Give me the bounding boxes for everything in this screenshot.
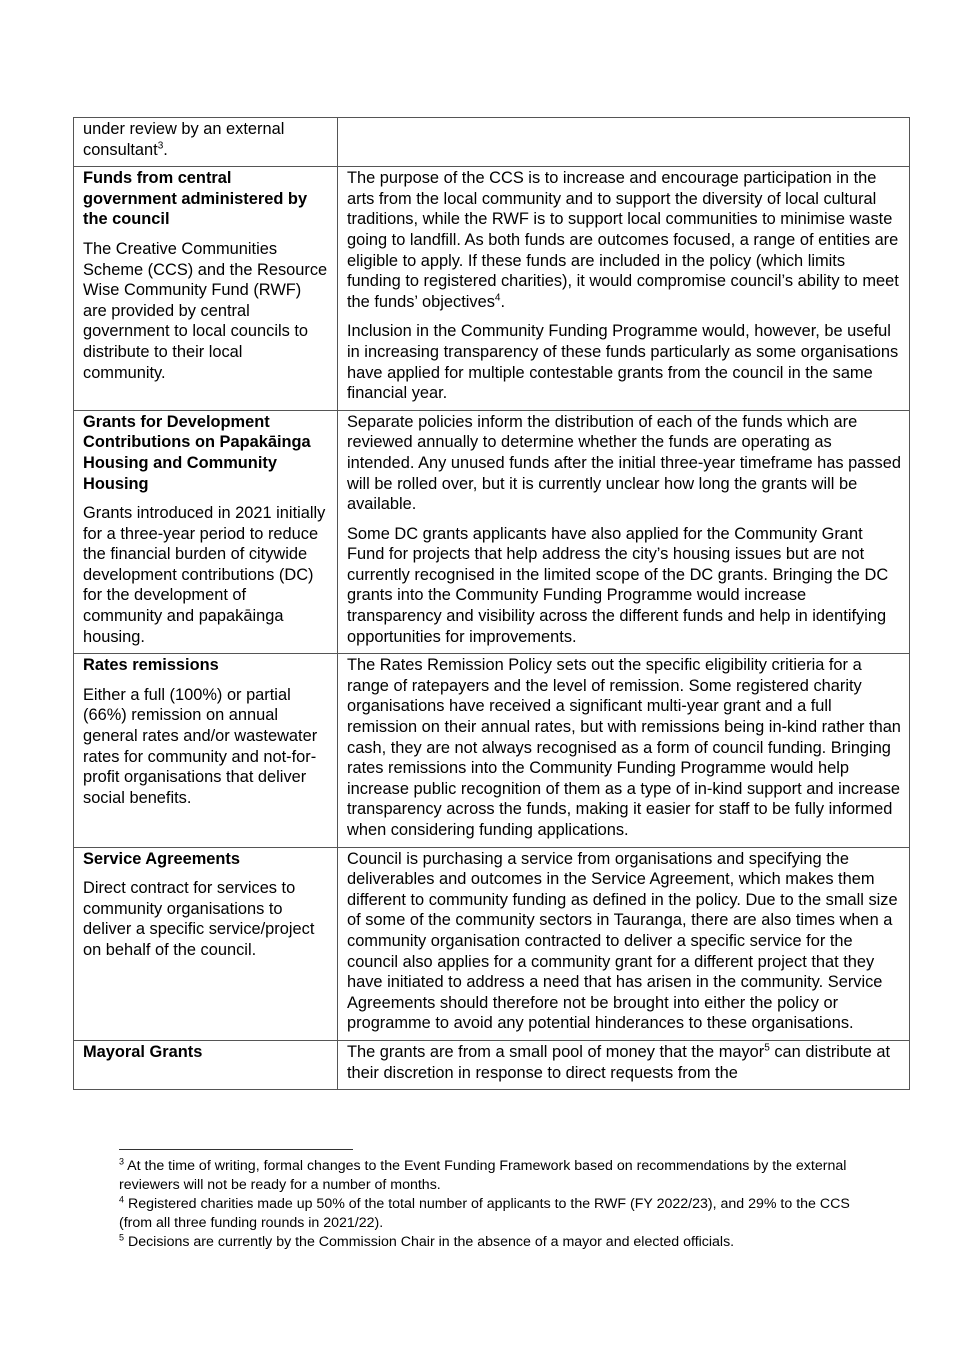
row-heading: Service Agreements: [83, 849, 241, 868]
table-row: [74, 847, 910, 1040]
footnotes: [119, 1157, 879, 1252]
row-paragraph: The purpose of the CCS is to increase and encourage participation in the arts from the local community and to support the diversity of local cultural traditions, while the RWF is to support local communities to minimise waste going to landfill. As both funds are outcomes focused, a range of entities are eligible to apply. If these funds are included in the policy (which limits funding to registered charities), it would compromise council’s ability to meet the funds’ objectives$^4$.: [347, 169, 899, 311]
footnote-divider: [119, 1149, 353, 1150]
row-heading: Funds from central government administered by the council: [83, 169, 308, 229]
funding-table: [73, 117, 910, 1090]
table-cell-right: [338, 410, 910, 654]
row-heading: Rates remissions: [83, 656, 219, 675]
table-row: [74, 118, 910, 167]
table-cell-right: [338, 118, 910, 167]
table-cell-right: [338, 847, 910, 1040]
table-row: [74, 410, 910, 654]
table-cell-right: [338, 167, 910, 411]
footnote: $^5$ Decisions are currently by the Commission Chair in the absence of a mayor and elected officials.: [119, 1232, 735, 1250]
row-paragraph: Some DC grants applicants have also applied for the Community Grant Fund for projects that help address the city’s housing issues but are not currently recognised in the limited scope of the DC grants. Bringing the DC grants into the Community Funding Programme would increase transparency and visibility across the different funds and help in identifying opportunities for improvements.: [347, 524, 889, 646]
footnote-ref: 3: [157, 140, 164, 152]
row-paragraph: The grants are from a small pool of money that the mayor$^5$ can distribute at their discretion in response to direct requests from the: [347, 1042, 891, 1082]
row-heading: Grants for Development Contributions on Papakāinga Housing and Community Housing: [83, 412, 311, 493]
footnote-ref: 5: [764, 1042, 770, 1054]
footnote: $^4$ Registered charities made up 50% of the total number of applicants to the RWF (FY 2022/23), and 29% to the CCS (from all three funding rounds in 2021/22).: [119, 1194, 850, 1231]
table-row: [74, 1040, 910, 1089]
footnote-ref: 4: [494, 292, 501, 304]
table-cell-right: [338, 1040, 910, 1089]
row-description: Grants introduced in 2021 initially for a three-year period to reduce the financial burden of citywide development contributions (DC) for the development of community and papakāinga housing.: [83, 504, 326, 646]
row-description: The Creative Communities Scheme (CCS) and the Resource Wise Community Fund (RWF) are provided by central government to local councils to distribute to their local community.: [83, 239, 328, 382]
table-cell-left: [74, 1040, 338, 1089]
footnote: $^3$ At the time of writing, formal changes to the Event Funding Framework based on recommendations by the external reviewers will not be ready for a number of months.: [119, 1156, 847, 1193]
row-description: Direct contract for services to community organisations to deliver a specific service/project on behalf of the council.: [83, 879, 315, 959]
row-paragraph: The Rates Remission Policy sets out the specific eligibility critieria for a range of ratepayers and the level of remission. Some registered charity organisations have received a significant multi-year grant and a full remission on their annual rates, but with remissions being in-kind rather than cash, they are not always recognised as a form of council funding. Bringing rates remissions into the Community Funding Programme would help increase public recognition of them as a type of in-kind support and increase transparency across the funds, making it easier for staff to be fully informed when considering funding applications.: [347, 656, 901, 839]
row-description: Either a full (100%) or partial (66%) remission on annual general rates and/or wastewater rates for community and not-for-profit organisations that deliver social benefits.: [83, 685, 318, 807]
table-row: [74, 167, 910, 411]
cell-text: under review by an external consultant$^3$.: [83, 120, 285, 159]
table-cell-right: [338, 654, 910, 847]
row-paragraph: Inclusion in the Community Funding Programme would, however, be useful in increasing transparency of these funds particularly as some organisations have applied for multiple contestable grants from the council in the same financial year.: [347, 322, 899, 403]
table-cell-left: [74, 118, 338, 167]
table-row: [74, 654, 910, 847]
table-cell-left: [74, 410, 338, 654]
table-cell-left: [74, 654, 338, 847]
row-paragraph: Separate policies inform the distribution of each of the funds which are reviewed annually to determine whether the funds are operating as intended. Any unused funds after the initial three-year timeframe has passed will be rolled over, but it is currently unclear how long the grants will be available.: [347, 412, 901, 514]
row-heading: Mayoral Grants: [83, 1042, 203, 1061]
row-paragraph: Council is purchasing a service from organisations and specifying the deliverables and outcomes in the Service Agreement, which makes them different to community funding as defined in the policy. Due to the small size of some of the community sectors in Tauranga, there are also times when a community organisation contracted to deliver a specific service for the council also applies for a community grant for a different project that they have initiated to address a need that has arisen in the community. Service Agreements should therefore not be brought into either the policy or programme to avoid any potential hinderances to these organisations.: [347, 849, 898, 1033]
table-cell-left: [74, 847, 338, 1040]
table-cell-left: [74, 167, 338, 411]
